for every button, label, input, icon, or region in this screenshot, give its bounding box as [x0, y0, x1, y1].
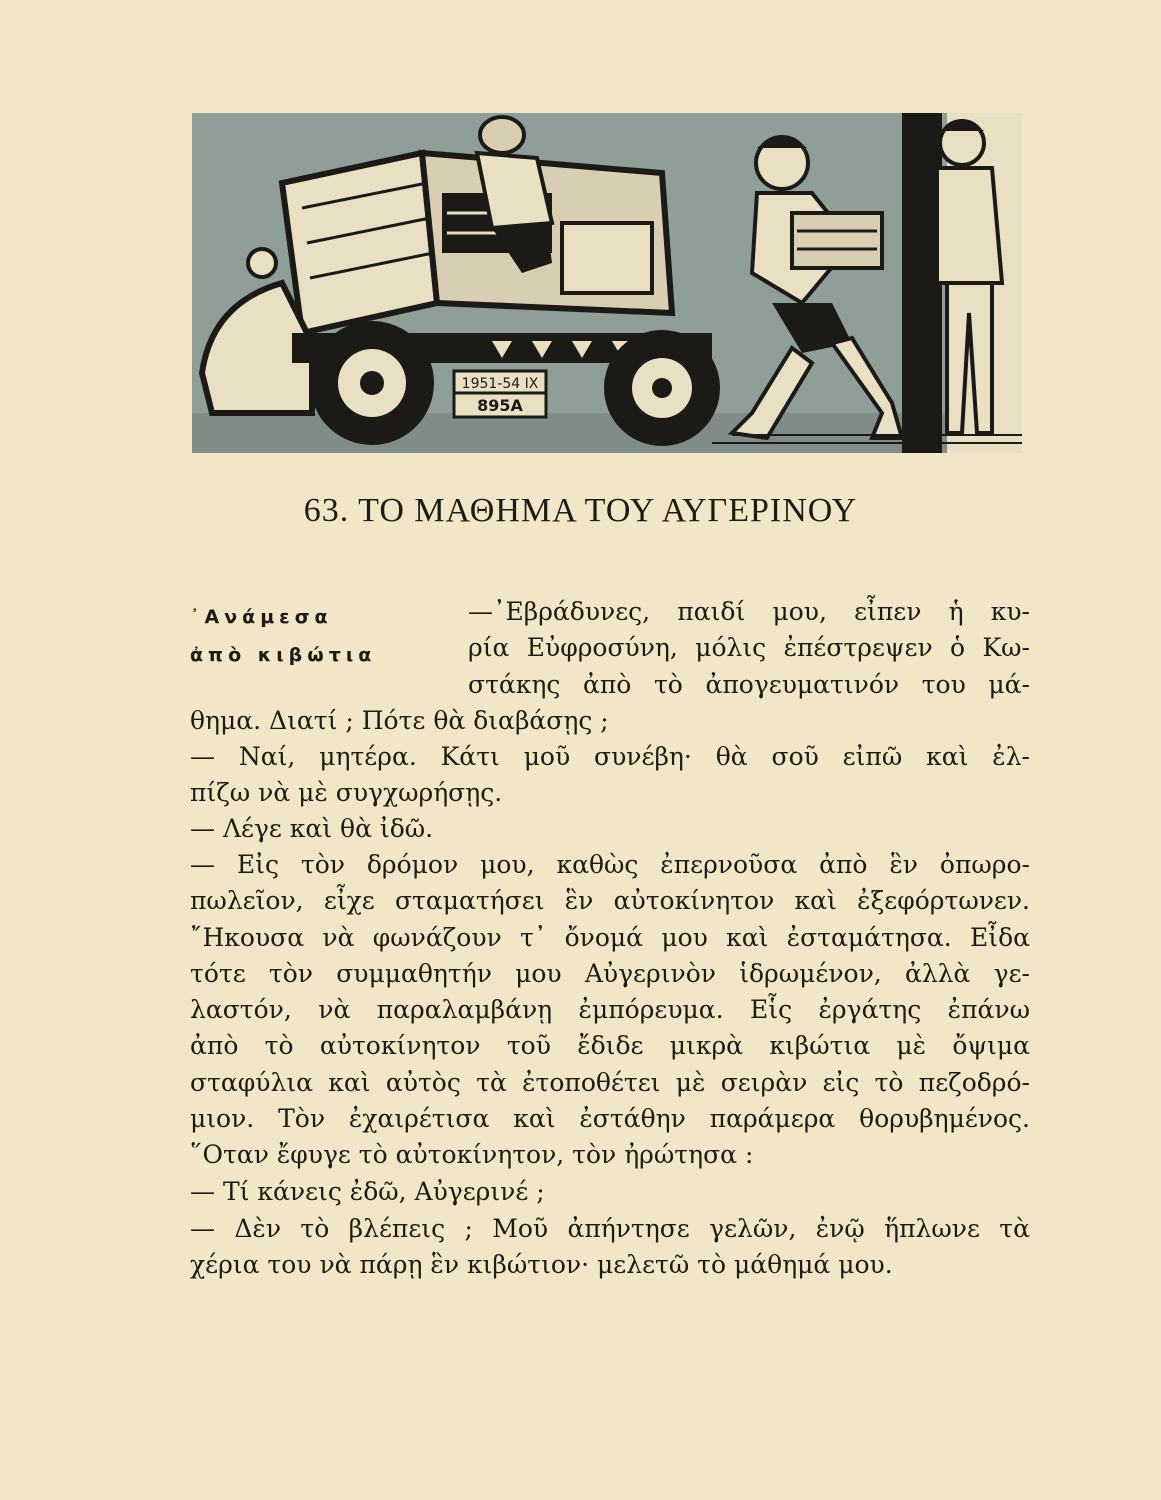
paragraph-5 — [190, 1174, 1030, 1210]
text-line: πωλεῖον, εἶχε σταματήσει ἓν αὐτοκίνητον καὶ ἐξεφόρτωνεν. — [190, 886, 1030, 916]
text-line: — Ναί, μητέρα. Κάτι μοῦ συνέβη· θὰ σοῦ εἰπῶ καὶ ἐλ- — [190, 742, 1030, 771]
text-line: χέρια του νὰ πάρῃ ἓν κιβώτιον· μελετῶ τὸ μάθημά μου. — [190, 1250, 893, 1280]
text-line: —᾿Εβράδυνες, παιδί μου, εἶπεν ἡ κυ- — [468, 597, 1030, 626]
lesson-title: 63. ΤΟ ΜΑΘΗΜΑ ΤΟΥ ΑΥΓΕΡΙΝΟΥ — [303, 492, 858, 529]
text-line: — Τί κάνεις ἐδῶ, Αὐγερινέ ; — [190, 1177, 545, 1206]
license-plate-top: 1951-54 IX — [461, 376, 539, 392]
text-line: θημα. Διατί ; Πότε θὰ διαβάσῃς ; — [190, 705, 609, 735]
paragraph-4 — [190, 847, 1030, 1174]
text-line: — Εἰς τὸν δρόμον μου, καθὼς ἐπερνοῦσα ἀπὸ ἓν ὀπωρο- — [190, 850, 1030, 879]
text-line: ἀπὸ τὸ αὐτοκίνητον τοῦ ἔδιδε μικρὰ κιβώτια μὲ ὄψιμα — [190, 1031, 1030, 1061]
text-line: — Δὲν τὸ βλέπεις ; Μοῦ ἀπήντησε γελῶν, ἐνῷ ἥπλωνε τὰ — [190, 1214, 1030, 1243]
text-line: ῎Ηκουσα νὰ φωνάζουν τ᾿ ὄνομά μου καὶ ἐσταμάτησα. Εἶδα — [190, 922, 1030, 952]
text-line: στάκης ἀπὸ τὸ ἀπογευματινόν του μά- — [468, 669, 1030, 699]
license-plate-bottom: 895A — [477, 396, 523, 415]
paragraph-2 — [190, 739, 1030, 812]
margin-note-line-2: ἀπὸ κιβώτια — [190, 644, 377, 666]
text-line: ῞Οταν ἔφυγε τὸ αὐτοκίνητον, τὸν ἠρώτησα : — [190, 1140, 754, 1170]
truck-unloading-illustration — [192, 113, 1022, 453]
text-line: — Λέγε καὶ θὰ ἰδῶ. — [190, 814, 434, 843]
text-line: σταφύλια καὶ αὐτὸς τὰ ἐτοποθέτει μὲ σειρὰν εἰς τὸ πεζοδρό- — [190, 1067, 1030, 1097]
margin-note-line-1: ᾿Ανάμεσα — [190, 606, 333, 628]
text-line: μιον. Τὸν ἐχαιρέτισα καὶ ἐστάθην παράμερα θορυβημένος. — [190, 1104, 1030, 1134]
text-line: λαστόν, νὰ παραλαμβάνῃ ἐμπόρευμα. Εἷς ἐργάτης ἐπάνω — [190, 995, 1030, 1025]
text-line: τότε τὸν συμμαθητήν μου Αὐγερινὸν ἱδρωμένον, ἀλλὰ γε- — [190, 958, 1030, 988]
paragraph-3 — [190, 811, 1030, 847]
paragraph-1 — [190, 594, 1030, 739]
paragraph-6 — [190, 1211, 1030, 1284]
text-line: ρία Εὐφροσύνη, μόλις ἐπέστρεψεν ὁ Κω- — [468, 633, 1030, 663]
text-line: πίζω νὰ μὲ συγχωρήσῃς. — [190, 778, 503, 808]
